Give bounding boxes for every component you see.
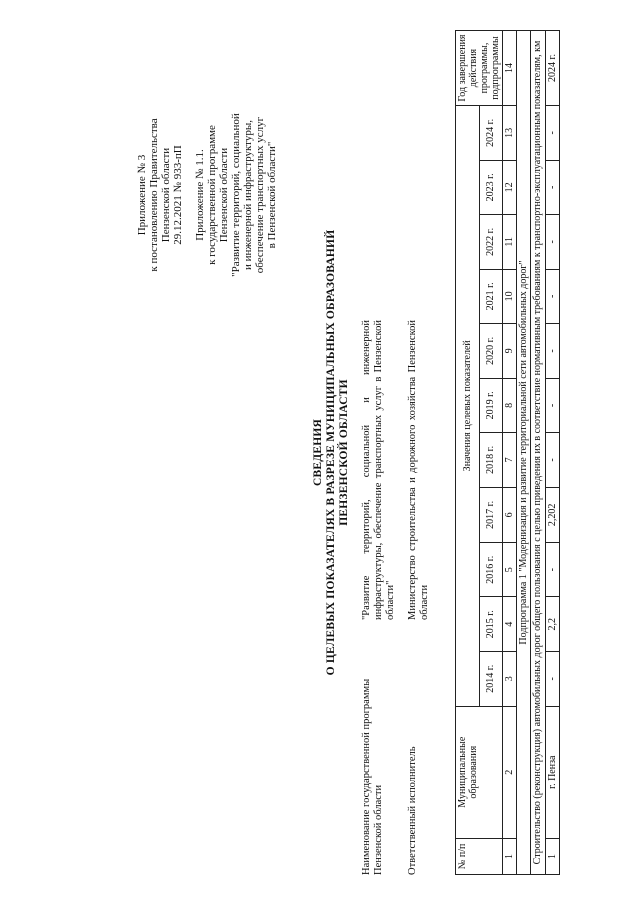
- column-number: 3: [503, 652, 517, 707]
- column-number: 7: [503, 433, 517, 488]
- appendix-line: "Развитие территорий, социальной: [230, 113, 242, 277]
- row-value: -: [546, 269, 560, 324]
- column-number: 9: [503, 324, 517, 379]
- year-header: 2023 г.: [479, 160, 503, 215]
- executor-label: Ответственный исполнитель: [407, 746, 418, 875]
- column-number: 1: [503, 838, 517, 874]
- appendix-program: [194, 30, 278, 360]
- table-header-row: [456, 31, 480, 875]
- appendix-line: Пензенской области: [218, 147, 230, 243]
- column-number: 6: [503, 487, 517, 542]
- row-value: -: [546, 160, 560, 215]
- column-number: 13: [503, 106, 517, 161]
- row-num: 1: [546, 838, 560, 874]
- header-municipality: Муниципальные образования: [456, 706, 503, 838]
- year-header: 2019 г.: [479, 378, 503, 433]
- program-label: Наименование государственной программы Пензенской области: [361, 678, 384, 875]
- header-num: № п/п: [456, 838, 503, 874]
- row-value: 2,202: [546, 487, 560, 542]
- indicators-table: [455, 30, 560, 875]
- year-header: 2017 г.: [479, 487, 503, 542]
- subprogram-title: Подпрограмма 1 "Модернизация и развитие территориальной сети автомобильных дорог": [517, 31, 531, 875]
- indicator-title: Строительство (реконструкция) автомобильных дорог общего пользования с целью приведения их в соответствие нормативным требованиям к транспортно-эксплуатационным показателям, км: [531, 31, 546, 875]
- executor-value: Министерство строительства и дорожного хозяйства Пензенской области: [407, 320, 430, 620]
- appendix-line: Приложение № 1.1.: [194, 149, 206, 241]
- row-value: -: [546, 652, 560, 707]
- document-title: [312, 60, 351, 845]
- column-number: 14: [503, 31, 517, 106]
- row-municipality: г. Пенза: [546, 706, 560, 838]
- header-values: Значения целевых показателей: [456, 106, 480, 706]
- year-header: 2021 г.: [479, 269, 503, 324]
- column-number: 8: [503, 378, 517, 433]
- program-value: "Развитие территорий, социальной и инженерной инфраструктуры, обеспечение транспортных услуг в Пензенской области": [361, 320, 396, 620]
- appendix-line: 29.12.2021 № 933-пП: [172, 145, 184, 245]
- column-number: 12: [503, 160, 517, 215]
- program-info: [361, 315, 441, 875]
- row-value: -: [546, 433, 560, 488]
- year-header: 2016 г.: [479, 542, 503, 597]
- year-header: 2022 г.: [479, 215, 503, 270]
- indicator-row: [531, 31, 546, 875]
- title-line: СВЕДЕНИЯ: [312, 418, 324, 487]
- row-end-year: 2024 г.: [546, 31, 560, 106]
- row-value: 2,2: [546, 597, 560, 652]
- column-number: 5: [503, 542, 517, 597]
- subprogram-row: [517, 31, 531, 875]
- row-value: -: [546, 215, 560, 270]
- appendix-line: Пензенской области: [160, 147, 172, 243]
- row-value: -: [546, 378, 560, 433]
- appendix-line: обеспечение транспортных услуг: [254, 116, 266, 274]
- executor-row: [407, 315, 431, 875]
- column-numbers-row: [503, 31, 517, 875]
- row-value: -: [546, 324, 560, 379]
- title-line: ПЕНЗЕНСКОЙ ОБЛАСТИ: [338, 379, 350, 526]
- year-header: 2018 г.: [479, 433, 503, 488]
- year-header: 2014 г.: [479, 652, 503, 707]
- year-header: 2020 г.: [479, 324, 503, 379]
- row-value: -: [546, 542, 560, 597]
- header-end-year: Год завершения действия программы, подпрограммы: [456, 31, 503, 106]
- table-row: [546, 31, 560, 875]
- column-number: 10: [503, 269, 517, 324]
- appendix-line: к государственной программе: [206, 125, 218, 265]
- title-line: О ЦЕЛЕВЫХ ПОКАЗАТЕЛЯХ В РАЗРЕЗЕ МУНИЦИПАЛЬНЫХ ОБРАЗОВАНИЙ: [325, 229, 337, 676]
- column-number: 2: [503, 706, 517, 838]
- column-number: 11: [503, 215, 517, 270]
- year-header: 2015 г.: [479, 597, 503, 652]
- appendix-line: к постановлению Правительства: [148, 118, 160, 272]
- appendix-line: в Пензенской области": [266, 141, 278, 249]
- year-header: 2024 г.: [479, 106, 503, 161]
- row-value: -: [546, 106, 560, 161]
- program-row: [361, 315, 397, 875]
- appendix-line: и инженерной инфраструктуры,: [242, 120, 254, 271]
- appendix-line: Приложение № 3: [136, 154, 148, 236]
- column-number: 4: [503, 597, 517, 652]
- appendix-block: [136, 30, 288, 360]
- appendix-resolution: [136, 30, 184, 360]
